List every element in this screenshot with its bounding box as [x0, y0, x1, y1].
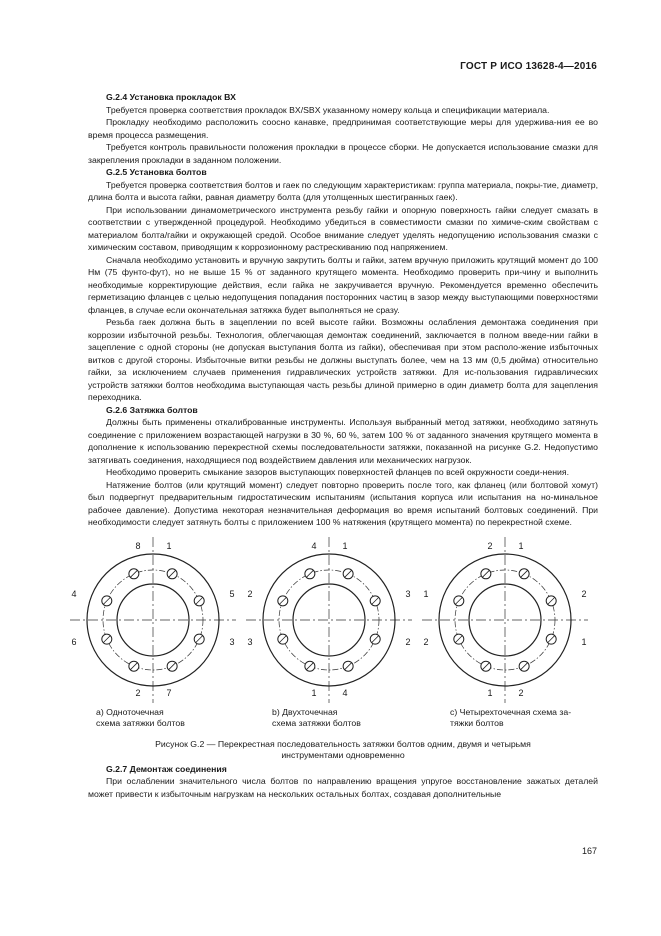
bolt-label: 2 [581, 588, 587, 599]
bolt-hole [546, 595, 556, 605]
bolt-hole [305, 568, 315, 578]
paragraph: При ослаблении значительного числа болтов по направлению вращения упругое восстановление зажатых деталей может привести к избыточным нагрузкам на нескольких остальных болтах, создавая дополнительные [88, 776, 598, 799]
paragraph: Сначала необходимо установить и вручную закрутить болты и гайки, затем вручную приложить крутящий момент до 100 Нм (75 фунто-фут), но не выше 15 % от заданного крутящего момента. Необходимо проверить при-чину и выполнить необходимые корректирующие действия, если гайка не закручивается вручную. Рекомендуется временно обеспечить герметизацию фланцев с целью недопущения попадания посторонних частиц в зазор между выступающими поверхностями фланцев, в случае если окончательная затяжка будет выполняться не сразу. [88, 254, 598, 315]
flange-diagram-single [68, 535, 238, 705]
page-body [71, 91, 598, 800]
bolt-label: 8 [135, 540, 141, 551]
bolt-label: 1 [166, 540, 172, 551]
bolt-label: 2 [518, 687, 524, 698]
figure-caption-line: Рисунок G.2 — Перекрестная последовательность затяжки болтов одним, двумя и четырьмя [155, 738, 531, 749]
paragraph: Требуется контроль правильности положения прокладки в процессе сборки. Не допускается использование смазки для закрепления прокладки в заданном положении. [88, 142, 598, 165]
bolt-label: 3 [247, 636, 253, 647]
bolt-label: 7 [166, 687, 172, 698]
bolt-hole [454, 634, 464, 644]
bolt-label: 5 [229, 588, 235, 599]
paragraph: Натяжение болтов (или крутящий момент) следует повторно проверить после того, как фланец (или болтовой хомут) был подвергнут предварительным гидростатическим испытаниям (испытания корпуса или испытания на но-минальное рабочее давление). Допустима некоторая незначительная деформация во время испытаний болтовых соединений. При необходимости следует затянуть болты с приложением 100 % натяжения (крутящего момента) по перекрестной схеме. [88, 479, 598, 527]
bolt-hole [343, 568, 353, 578]
bolt-label: 3 [229, 636, 235, 647]
section-title-g27: G.2.7 Демонтаж соединения [106, 763, 227, 774]
paragraph: Должны быть применены откалиброванные инструменты. Используя выбранный метод затяжки, необходимо затянуть соединение с приложением возрастающей нагрузки в 30 %, 60 %, затем 100 % от заданного значения крутящего момента в дополнение к использованию перекрестной схемы последовательности затяжки, показанной на рисунке G.2. Недопустимо затягивать соединения, находящиеся под воздействием давления или механических нагрузок. [88, 417, 598, 465]
subcaption-line: тяжки болтов [450, 717, 504, 728]
bolt-hole [167, 661, 177, 671]
paragraph: Требуется проверка соответствия болтов и гаек по следующим характеристикам: группа материала, покры-тие, диаметр, длина болта и высота гайки, равная диаметру болта (для утолщенных шестигранных гаек). [88, 179, 598, 202]
bolt-label: 1 [342, 540, 348, 551]
bolt-label: 4 [71, 588, 77, 599]
bolt-hole [305, 661, 315, 671]
bolt-label: 1 [311, 687, 317, 698]
bolt-label: 1 [423, 588, 429, 599]
bolt-hole [129, 568, 139, 578]
bolt-hole [278, 595, 288, 605]
subcaption-line: схема затяжки болтов [272, 717, 361, 728]
bolt-label: 2 [135, 687, 141, 698]
bolt-hole [519, 568, 529, 578]
subcaption-b [272, 707, 361, 729]
subcaption-line: b) Двухточечная [272, 706, 338, 717]
subcaption-a [96, 707, 185, 729]
subcaption-line: схема затяжки болтов [96, 717, 185, 728]
section-title-g24: G.2.4 Установка прокладок ВХ [106, 92, 236, 102]
bolt-hole [194, 634, 204, 644]
paragraph: Прокладку необходимо расположить соосно канавке, предпринимая соответствующие меры для удержива-ния ее во время процесса размещения. [88, 117, 598, 140]
document-id: ГОСТ Р ИСО 13628-4—2016 [460, 61, 597, 72]
bolt-label: 1 [581, 636, 587, 647]
section-title-g26: G.2.6 Затяжка болтов [106, 404, 198, 415]
bolt-label: 1 [487, 687, 493, 698]
bolt-hole [370, 634, 380, 644]
flange-diagram-double [244, 535, 414, 705]
flange-diagram-svg [420, 535, 590, 705]
bolt-hole [454, 595, 464, 605]
bolt-hole [481, 568, 491, 578]
bolt-label: 6 [71, 636, 77, 647]
bolt-hole [519, 661, 529, 671]
paragraph: Необходимо проверить смыкание зазоров выступающих поверхностей фланцев по всей окружности соеди-нения. [106, 467, 569, 477]
bolt-hole [370, 595, 380, 605]
flange-diagram-svg [244, 535, 414, 705]
page-number: 167 [581, 846, 597, 856]
bolt-hole [129, 661, 139, 671]
flange-diagram-quad [420, 535, 590, 705]
bolt-label: 2 [487, 540, 493, 551]
bolt-label: 2 [405, 636, 411, 647]
figure-g2 [71, 535, 598, 705]
bolt-hole [343, 661, 353, 671]
bolt-hole [167, 568, 177, 578]
bolt-label: 2 [247, 588, 253, 599]
subcaption-line: а) Одноточечная [96, 706, 164, 717]
figure-caption-line: инструментами одновременно [281, 749, 405, 760]
paragraph: При использовании динамометрического инструмента резьбу гайки и опорную поверхность гайки следует смазать в соответствии с утвержденной процедурой. Необходимо убедиться в совместимости смазки по химиче-ским свойствам с материалом болта/гайки и окружающей средой. Особое внимание следует уделять недопущению использования смазки с химическим составом, приводящим к коррозионному растрескиванию под напряжением. [88, 204, 598, 252]
section-title-g25: G.2.5 Установка болтов [106, 167, 207, 177]
bolt-hole [194, 595, 204, 605]
bolt-hole [102, 595, 112, 605]
bolt-label: 3 [405, 588, 411, 599]
bolt-label: 4 [342, 687, 348, 698]
paragraph: Резьба гаек должна быть в зацеплении по всей высоте гайки. Возможны ослабления демонтажа соединения при коррозии избыточной резьбы. Технология, облегчающая демонтаж соединений, заключается в полном введе-нии гайки в зацепление с одной стороны (не допуская выступания болта из гайки), обеспечивая при этом располо-жение избыточных витков с другой стороны. Избыточные витки резьбы не должны выступать более, чем на 13 мм (0,5 дюйма) относительно гайки, за исключением случаев применения гидравлических устройств затяжки. Для ис-пользования гидравлических устройств затяжки болтов необходима выступающая часть резьбы длиной примерно в один диаметр болта для зацепления переходника. [88, 317, 598, 402]
bolt-hole [481, 661, 491, 671]
subfigure-captions [88, 707, 598, 731]
bolt-hole [102, 634, 112, 644]
bolt-hole [546, 634, 556, 644]
bolt-label: 1 [518, 540, 524, 551]
flange-diagram-svg [68, 535, 238, 705]
bolt-label: 2 [423, 636, 429, 647]
bolt-hole [278, 634, 288, 644]
bolt-label: 4 [311, 540, 317, 551]
subcaption-c [450, 707, 571, 729]
figure-caption [88, 739, 598, 761]
subcaption-line: с) Четырехточечная схема за- [450, 706, 572, 717]
paragraph: Требуется проверка соответствия прокладок BX/SBX указанному номеру кольца и спецификации материала. [106, 104, 550, 115]
